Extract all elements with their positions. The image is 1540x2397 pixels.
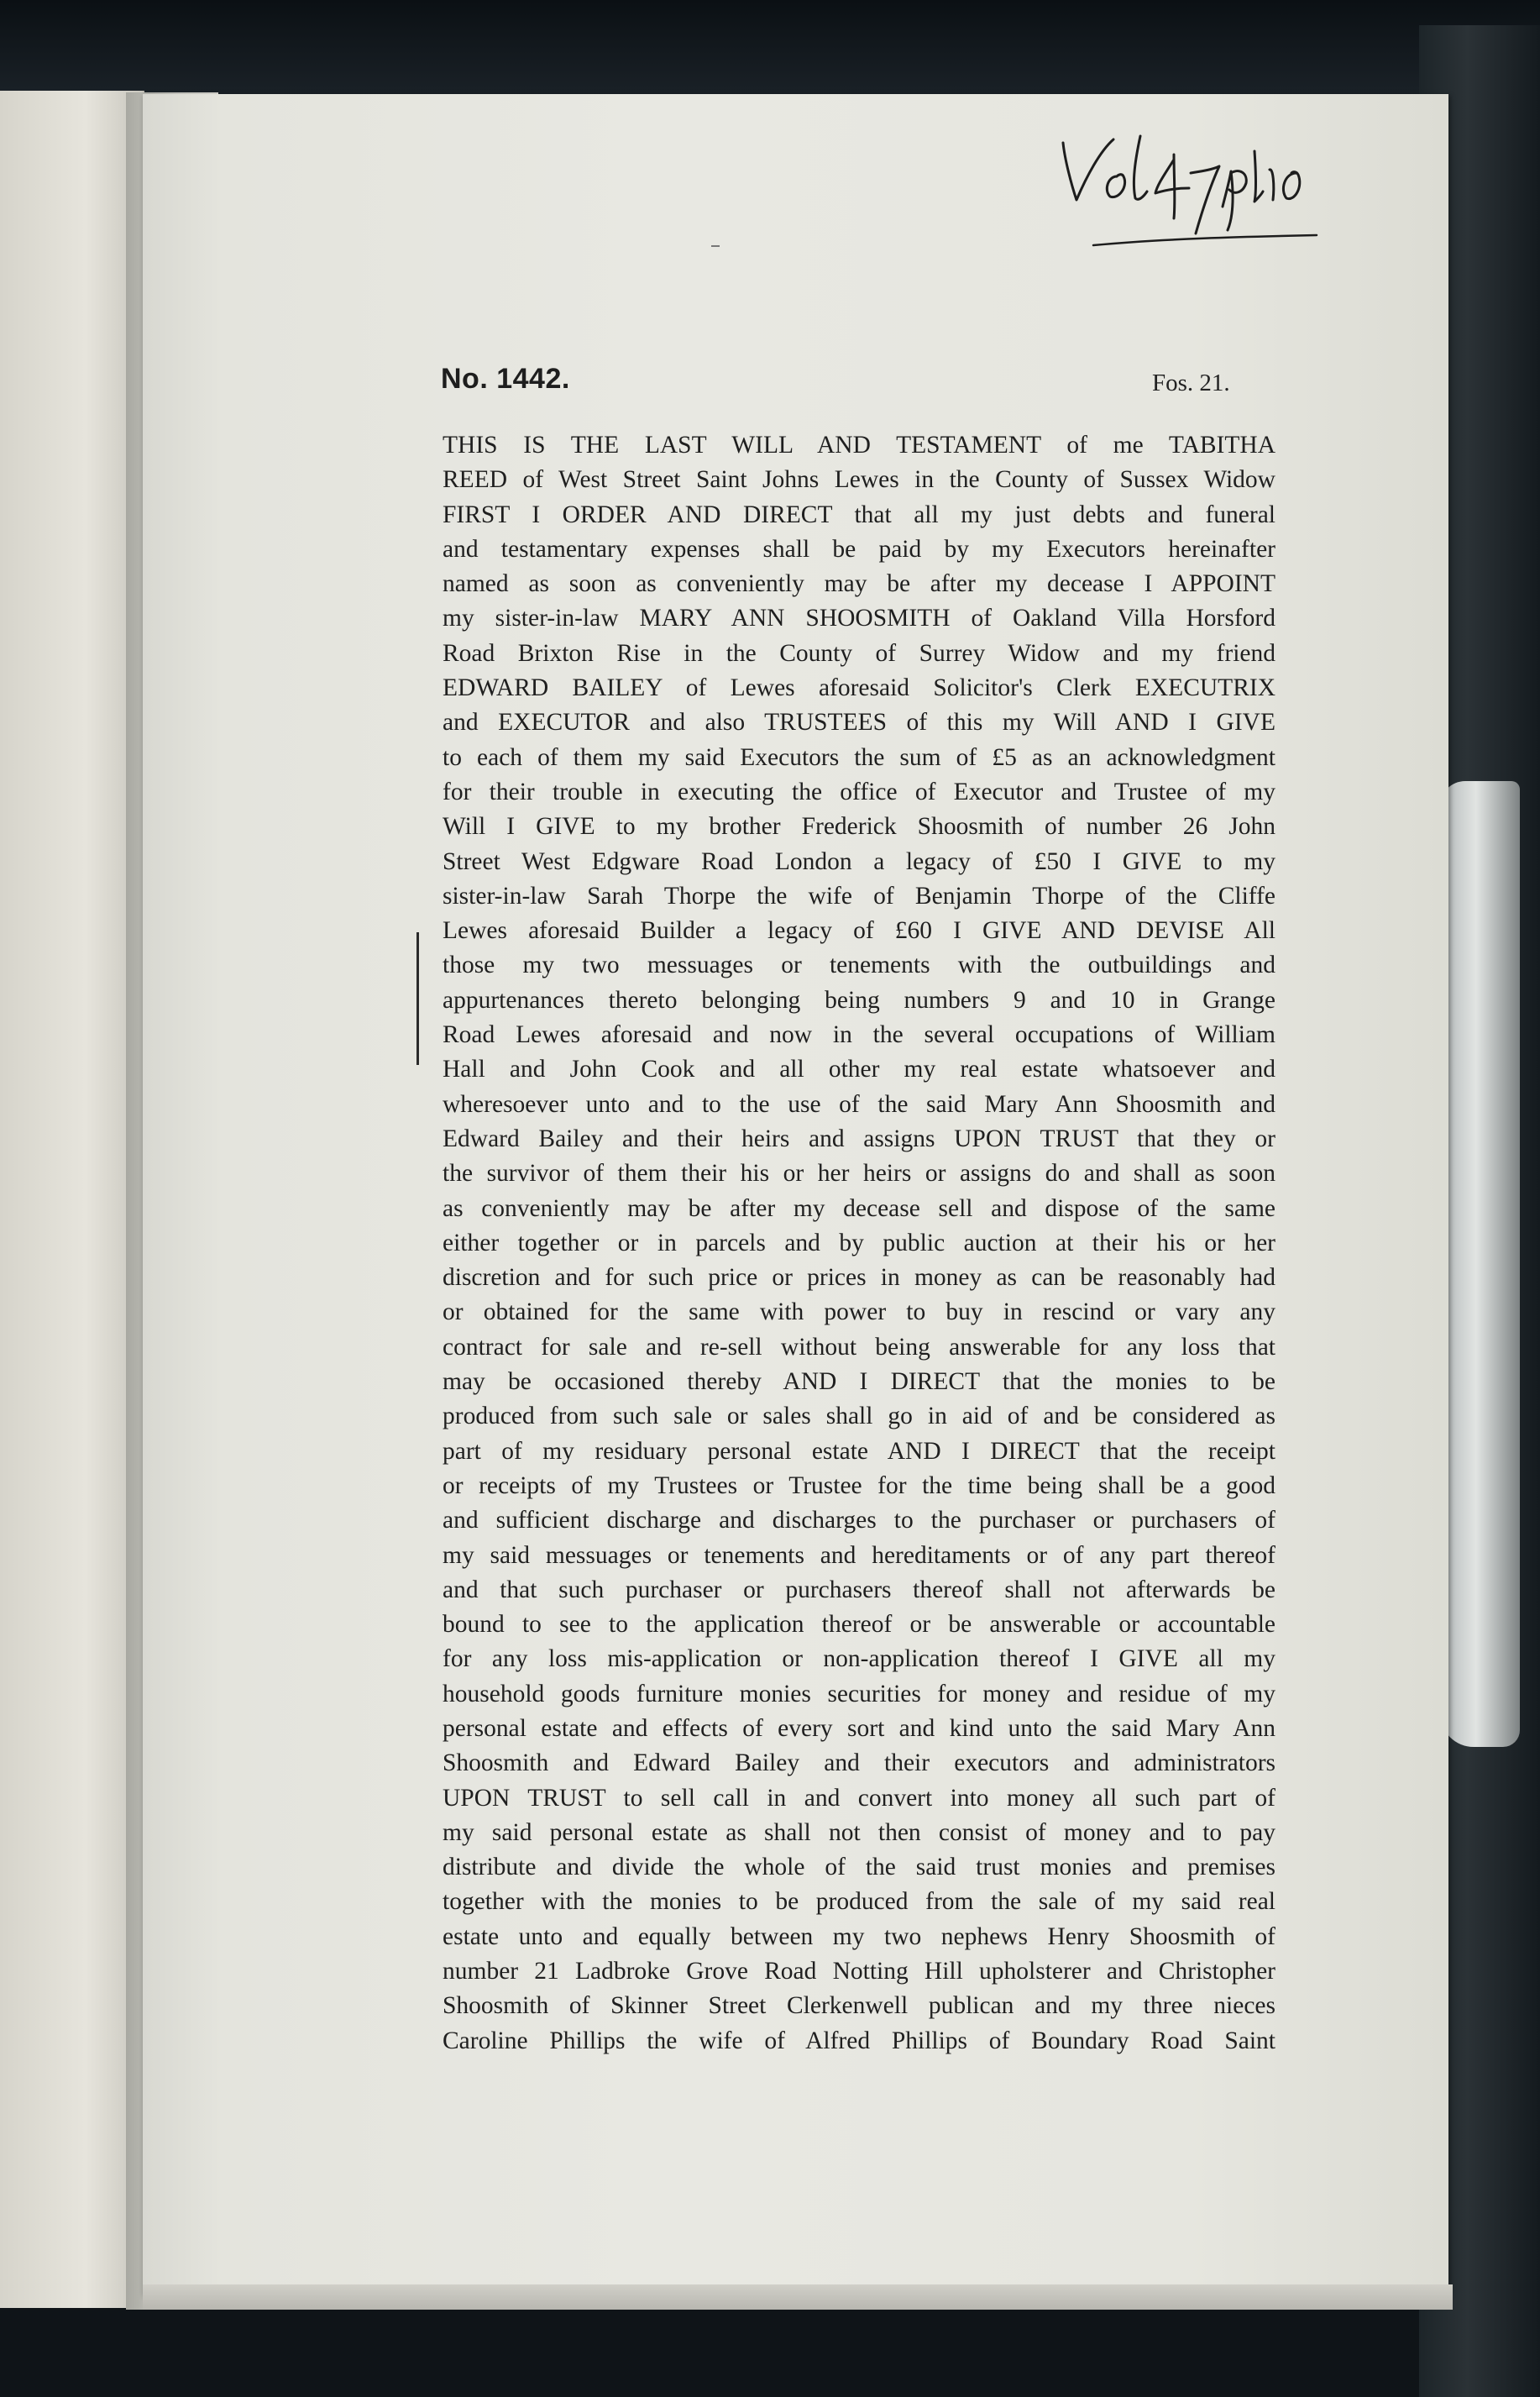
text-line: part of my residuary personal estate AND I DIRECT that the receipt: [443, 1437, 1275, 1465]
text-line: my sister-in-law MARY ANN SHOOSMITH of Oakland Villa Horsford: [443, 605, 1275, 632]
handwriting-svg: [1048, 126, 1333, 252]
text-line: for their trouble in executing the office of Executor and Trustee of my: [443, 778, 1275, 805]
text-line: contract for sale and re-sell without being answerable for any loss that: [443, 1333, 1275, 1361]
text-line: and testamentary expenses shall be paid by my Executors hereinafter: [443, 535, 1275, 563]
text-line: to each of them my said Executors the sum of £5 as an acknowledgment: [443, 743, 1275, 771]
will-number: No. 1442.: [441, 363, 570, 395]
text-line: appurtenances thereto belonging being numbers 9 and 10 in Grange: [443, 986, 1275, 1014]
text-line: number 21 Ladbroke Grove Road Notting Hill upholsterer and Christopher: [443, 1958, 1275, 1985]
text-line: my said personal estate as shall not then consist of money and to pay: [443, 1818, 1275, 1846]
text-line: named as soon as conveniently may be after my decease I APPOINT: [443, 570, 1275, 598]
text-line: wheresoever unto and to the use of the said Mary Ann Shoosmith and: [443, 1090, 1275, 1118]
page-bottom-edge: [143, 2284, 1453, 2310]
text-line: or receipts of my Trustees or Trustee for the time being shall be a good: [443, 1471, 1275, 1499]
text-line: or obtained for the same with power to buy in rescind or vary any: [443, 1298, 1275, 1326]
text-line: those my two messuages or tenements with the outbuildings and: [443, 952, 1275, 979]
text-line: and EXECUTOR and also TRUSTEES of this my Will AND I GIVE: [443, 709, 1275, 737]
text-line: Hall and John Cook and all other my real estate whatsoever and: [443, 1056, 1275, 1083]
text-line: Shoosmith and Edward Bailey and their executors and administrators: [443, 1749, 1275, 1777]
text-line: Caroline Phillips the wife of Alfred Phillips of Boundary Road Saint: [443, 2027, 1275, 2054]
text-line: bound to see to the application thereof or be answerable or accountable: [443, 1611, 1275, 1639]
will-text: [443, 428, 1275, 2059]
text-line: Will I GIVE to my brother Frederick Shoosmith of number 26 John: [443, 813, 1275, 841]
text-line: Shoosmith of Skinner Street Clerkenwell publican and my three nieces: [443, 1992, 1275, 2020]
margin-vertical-line: [416, 932, 419, 1065]
text-line: EDWARD BAILEY of Lewes aforesaid Solicitor's Clerk EXECUTRIX: [443, 674, 1275, 702]
text-line: Lewes aforesaid Builder a legacy of £60 I GIVE AND DEVISE All: [443, 917, 1275, 945]
text-line: together with the monies to be produced from the sale of my said real: [443, 1888, 1275, 1916]
text-line: Road Brixton Rise in the County of Surrey Widow and my friend: [443, 639, 1275, 667]
plastic-sleeve: [1440, 781, 1520, 1747]
text-line: may be occasioned thereby AND I DIRECT that the monies to be: [443, 1368, 1275, 1396]
book-binding-top: [0, 0, 1540, 101]
text-line: REED of West Street Saint Johns Lewes in the County of Sussex Widow: [443, 466, 1275, 494]
text-line: sister-in-law Sarah Thorpe the wife of Benjamin Thorpe of the Cliffe: [443, 882, 1275, 910]
text-line: personal estate and effects of every sort and kind unto the said Mary Ann: [443, 1714, 1275, 1742]
text-line: as conveniently may be after my decease sell and dispose of the same: [443, 1194, 1275, 1222]
text-line: distribute and divide the whole of the said trust monies and premises: [443, 1854, 1275, 1881]
text-line: produced from such sale or sales shall go in aid of and be considered as: [443, 1403, 1275, 1430]
text-line: discretion and for such price or prices in money as can be reasonably had: [443, 1264, 1275, 1292]
folio-count: Fos. 21.: [1152, 370, 1230, 396]
text-line: UPON TRUST to sell call in and convert into money all such part of: [443, 1784, 1275, 1812]
text-line: FIRST I ORDER AND DIRECT that all my just debts and funeral: [443, 501, 1275, 528]
text-line: and that such purchaser or purchasers thereof shall not afterwards be: [443, 1576, 1275, 1603]
left-page-edge: [0, 91, 144, 2308]
text-line: THIS IS THE LAST WILL AND TESTAMENT of me TABITHA: [443, 432, 1275, 459]
text-line: and sufficient discharge and discharges to the purchaser or purchasers of: [443, 1507, 1275, 1534]
text-line: household goods furniture monies securities for money and residue of my: [443, 1680, 1275, 1707]
text-line: estate unto and equally between my two nephews Henry Shoosmith of: [443, 1922, 1275, 1950]
text-line: Edward Bailey and their heirs and assigns UPON TRUST that they or: [443, 1125, 1275, 1152]
text-line: either together or in parcels and by public auction at their his or her: [443, 1229, 1275, 1256]
handwritten-volume-note: [1048, 126, 1333, 252]
stray-mark: [711, 245, 720, 247]
text-line: my said messuages or tenements and hereditaments or of any part thereof: [443, 1541, 1275, 1569]
text-line: the survivor of them their his or her heirs or assigns do and shall as soon: [443, 1160, 1275, 1188]
text-line: for any loss mis-application or non-application thereof I GIVE all my: [443, 1645, 1275, 1673]
text-line: Road Lewes aforesaid and now in the several occupations of William: [443, 1021, 1275, 1049]
text-line: Street West Edgware Road London a legacy of £50 I GIVE to my: [443, 847, 1275, 875]
